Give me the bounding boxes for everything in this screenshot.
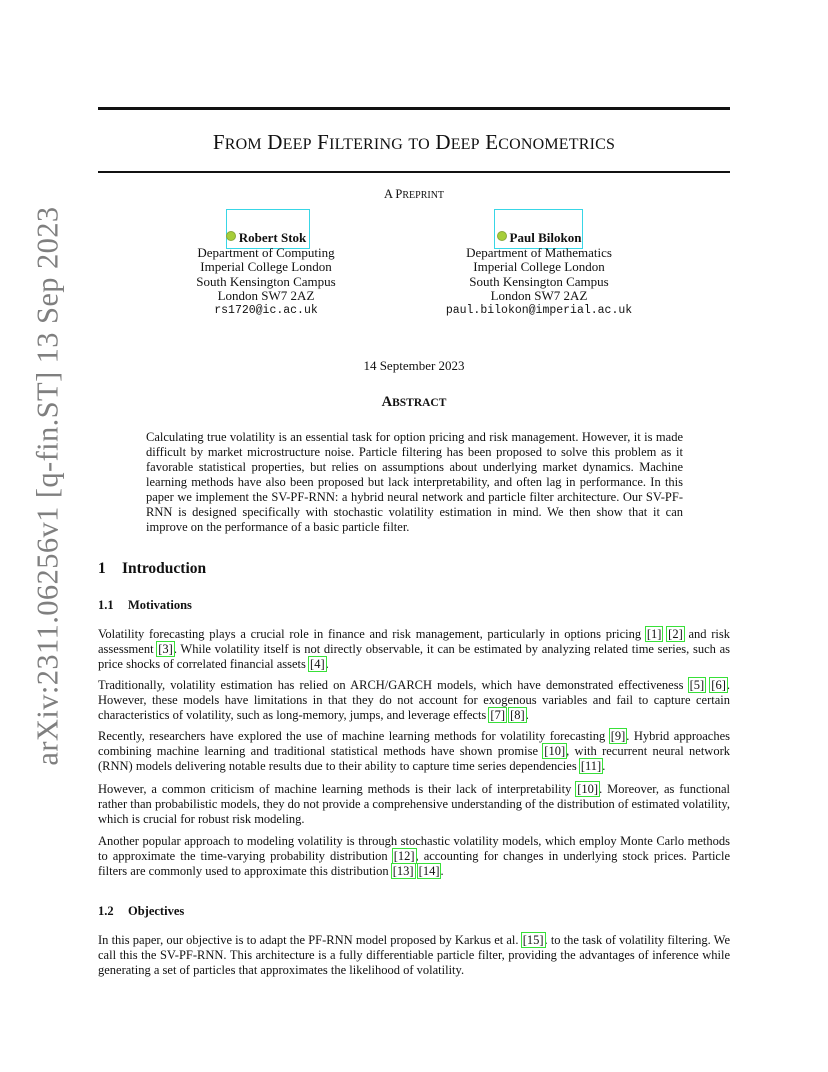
citation-link[interactable]: [14] xyxy=(418,864,440,878)
citation-link[interactable]: [3] xyxy=(158,642,173,656)
author-city: London SW7 2AZ xyxy=(490,288,588,304)
author-institution: Imperial College London xyxy=(200,259,332,275)
author-campus: South Kensington Campus xyxy=(469,273,609,289)
author-name[interactable]: Paul Bilokon xyxy=(509,230,582,245)
paragraph: Another popular approach to modeling volatility is through stochastic volatility models, which employ Monte Carlo methods to approximate the time-varying probability distribution [12], accounting for changes in underlying stock prices. Particle filters are commonly used to approximate this distribution [13] [14]. xyxy=(98,834,731,878)
subsection-heading: 1.1 Motivations xyxy=(98,598,192,612)
author-department: Department of Mathematics xyxy=(466,244,612,260)
citation-link[interactable]: [8] xyxy=(510,708,525,722)
author-block xyxy=(420,231,658,319)
citation-link[interactable]: [11] xyxy=(580,759,602,773)
subsection-heading: 1.2 Objectives xyxy=(98,904,185,918)
paragraph: Recently, researchers have explored the use of machine learning methods for volatility forecasting [9]. Hybrid approaches combining machine learning and traditional statistical methods have shown promise [10], with recurrent neural network (RNN) models delivering notable results due to their ability to capture time series dependencies [11]. xyxy=(98,729,731,773)
preprint-label: A PREPRINT xyxy=(383,187,445,201)
author-name[interactable]: Robert Stok xyxy=(238,230,307,245)
paragraph: Volatility forecasting plays a crucial role in finance and risk management, particularly in options pricing [1] [2] and risk assessment [3]. While volatility itself is not directly observable, it can be estimated by analyzing related time series, such as price shocks of correlated financial assets [4]. xyxy=(98,627,730,671)
author-email[interactable]: paul.bilokon@imperial.ac.uk xyxy=(445,303,633,317)
paragraph: However, a common criticism of machine learning methods is their lack of interpretability [10]. Moreover, as functional rather than probabilistic models, they do not provide a comprehensive understanding of the distribution of estimated volatility, which is crucial for robust risk modeling. xyxy=(98,782,730,826)
citation-link[interactable]: [15] xyxy=(522,933,544,947)
title-rule-top xyxy=(98,107,730,110)
paper-date: 14 September 2023 xyxy=(363,358,465,373)
citation-link[interactable]: [5] xyxy=(689,678,705,692)
citation-link[interactable]: [13] xyxy=(392,864,414,878)
author-institution: Imperial College London xyxy=(473,259,605,275)
author-campus: South Kensington Campus xyxy=(196,273,336,289)
citation-link[interactable]: [10] xyxy=(544,744,566,758)
paragraph: In this paper, our objective is to adapt the PF-RNN model proposed by Karkus et al. [15]. to the task of volatility filtering. We call this the SV-PF-RNN. This architecture is a fully differentiable particle filter, providing the advantages of inference while generating a set of particles that approximates the likelihood of volatility. xyxy=(98,933,731,977)
citation-link[interactable]: [9] xyxy=(610,729,626,743)
citation-link[interactable]: [2] xyxy=(668,627,683,641)
author-city: London SW7 2AZ xyxy=(217,288,315,304)
section-heading: 1 Introduction xyxy=(98,560,207,577)
paper-title: FROM DEEP FILTERING TO DEEP ECONOMETRICS xyxy=(212,130,616,154)
author-block xyxy=(166,231,366,319)
author-department: Department of Computing xyxy=(197,244,335,260)
citation-link[interactable]: [6] xyxy=(711,678,726,692)
citation-link[interactable]: [10] xyxy=(577,782,599,796)
abstract-heading: ABSTRACT xyxy=(381,394,447,410)
citation-link[interactable]: [4] xyxy=(310,657,325,671)
orcid-icon[interactable] xyxy=(497,231,507,241)
citation-link[interactable]: [12] xyxy=(393,849,415,863)
arxiv-identifier: arXiv:2311.06256v1 [q-fin.ST] 13 Sep 2023 xyxy=(30,206,65,766)
title-rule-bottom xyxy=(98,171,730,173)
orcid-icon[interactable] xyxy=(226,231,236,241)
citation-link[interactable]: [1] xyxy=(646,627,662,641)
citation-link[interactable]: [7] xyxy=(490,708,505,722)
paragraph: Traditionally, volatility estimation has relied on ARCH/GARCH models, which have demonstrated effectiveness [5] [6]. However, these models have limitations in that they do not account for exogenous variables and fail to capture certain characteristics of volatility, such as long-memory, jumps, and leverage effects [7] [8]. xyxy=(98,678,730,722)
abstract-text: Calculating true volatility is an essential task for option pricing and risk management. However, it is made difficult by market microstructure noise. Particle filtering has been proposed to solve this problem as it favorable statistical properties, but relies on assumptions about underlying market dynamics. Machine learning methods have also been proposed but lack interpretability, and often lag in performance. In this paper we implement the SV-PF-RNN: a hybrid neural network and particle filter architecture. Our SV-PF-RNN is designed specifically with stochastic volatility estimation in mind. We then show that it can improve on the performance of a basic particle filter. xyxy=(146,430,683,534)
author-email[interactable]: rs1720@ic.ac.uk xyxy=(214,303,318,317)
